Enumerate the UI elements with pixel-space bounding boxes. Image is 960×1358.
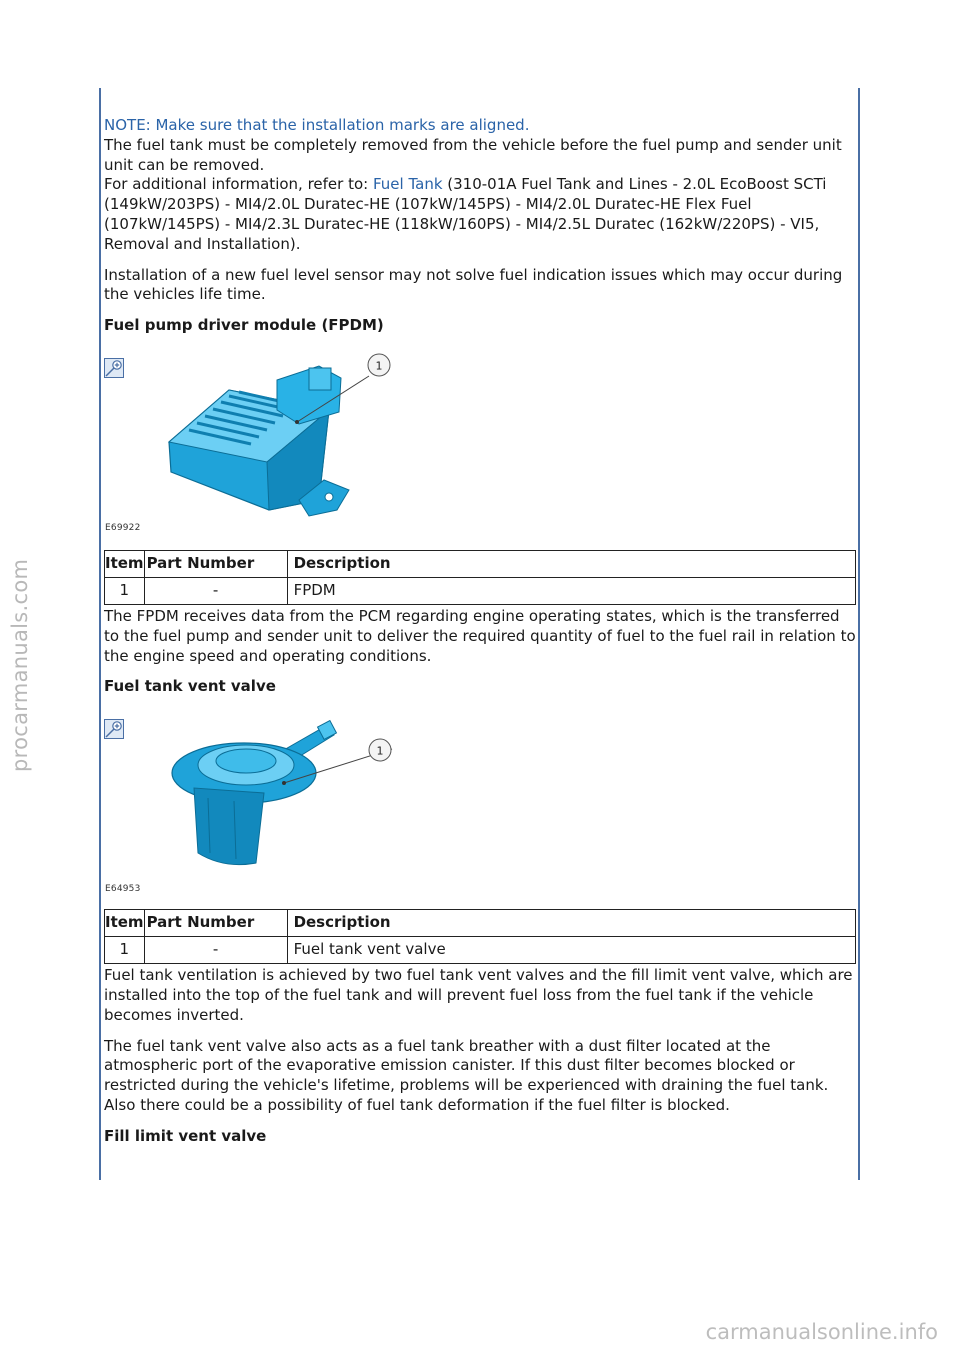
table-header-row (105, 910, 856, 937)
zoom-icon[interactable] (104, 719, 124, 739)
installation-note: NOTE: Make sure that the installation marks are aligned. (104, 116, 530, 134)
description-cell: Fuel tank vent valve (287, 937, 855, 964)
col-item-header: Item (105, 910, 145, 937)
fpdm-parts-table (104, 550, 856, 605)
reference-suffix: (310-01A Fuel Tank and Lines - 2.0L EcoBoost SCTi (149kW/203PS) - MI4/2.0L Duratec-HE (107kW/145PS) - MI4/2.0L Duratec-HE Flex Fuel (107kW/145PS) - MI4/2.3L Duratec-HE (118kW/160PS) - MI4/2.5L Duratec (162kW/220PS) - VI5, Removal and Installation). (104, 175, 827, 253)
ventilation-paragraph: Fuel tank ventilation is achieved by two fuel tank vent valves and the fill limit vent valve, which are installed into the top of the fuel tank and will prevent fuel loss from the fuel tank if the vehicle becomes inverted. (104, 966, 853, 1024)
document-body (104, 116, 856, 1147)
col-part-number-header: Part Number (144, 550, 287, 577)
fpdm-description: The FPDM receives data from the PCM regarding engine operating states, which is the transferred to the fuel pump and sender unit to deliver the required quantity of fuel to the fuel rail in relation to the engine speed and operating conditions. (104, 606, 856, 665)
table-row (105, 577, 856, 604)
table-row (105, 937, 856, 964)
part-number-cell: - (144, 577, 287, 604)
breather-paragraph: The fuel tank vent valve also acts as a fuel tank breather with a dust filter located at the atmospheric port of the evaporative emission canister. If this dust filter becomes blocked or restricted during the vehicle's lifetime, problems will be experienced with draining the fuel tank. Also there could be a possibility of fuel tank deformation if the fuel filter is blocked. (104, 1036, 829, 1114)
col-part-number-header: Part Number (144, 910, 287, 937)
part-number-cell: - (144, 937, 287, 964)
watermark-side: procarmanuals.com (8, 558, 32, 772)
sensor-paragraph: Installation of a new fuel level sensor may not solve fuel indication issues which may occur during the vehicles life time. (104, 265, 843, 304)
reference-prefix: For additional information, refer to: (104, 175, 373, 194)
callout-1-vent-valve (367, 737, 395, 765)
fpdm-figure (104, 346, 856, 544)
reference-paragraph (104, 175, 856, 254)
callout-1-fpdm (366, 352, 394, 380)
callout-number: 1 (375, 359, 383, 373)
vent-valve-illustration (164, 713, 444, 873)
zoom-icon[interactable] (104, 358, 124, 378)
description-cell: FPDM (287, 577, 855, 604)
fill-limit-heading: Fill limit vent valve (104, 1126, 267, 1145)
removal-paragraph: The fuel tank must be completely removed from the vehicle before the fuel pump and sender unit unit can be removed. (104, 135, 842, 174)
vent-valve-heading: Fuel tank vent valve (104, 677, 276, 696)
item-cell: 1 (105, 577, 145, 604)
vent-valve-parts-table (104, 909, 856, 964)
col-description-header: Description (287, 550, 855, 577)
callout-number: 1 (376, 744, 384, 758)
watermark-footer: carmanualsonline.info (705, 1320, 938, 1344)
table-header-row (105, 550, 856, 577)
col-item-header: Item (105, 550, 145, 577)
item-cell: 1 (105, 937, 145, 964)
col-description-header: Description (287, 910, 855, 937)
figure-code: E64953 (105, 884, 141, 895)
fpdm-heading: Fuel pump driver module (FPDM) (104, 316, 384, 335)
page-border-right (858, 88, 860, 1180)
fuel-tank-link[interactable]: Fuel Tank (372, 175, 443, 194)
vent-valve-figure (104, 707, 856, 903)
figure-code: E69922 (105, 522, 141, 533)
page-border-left (99, 88, 101, 1180)
fpdm-illustration (159, 350, 459, 520)
